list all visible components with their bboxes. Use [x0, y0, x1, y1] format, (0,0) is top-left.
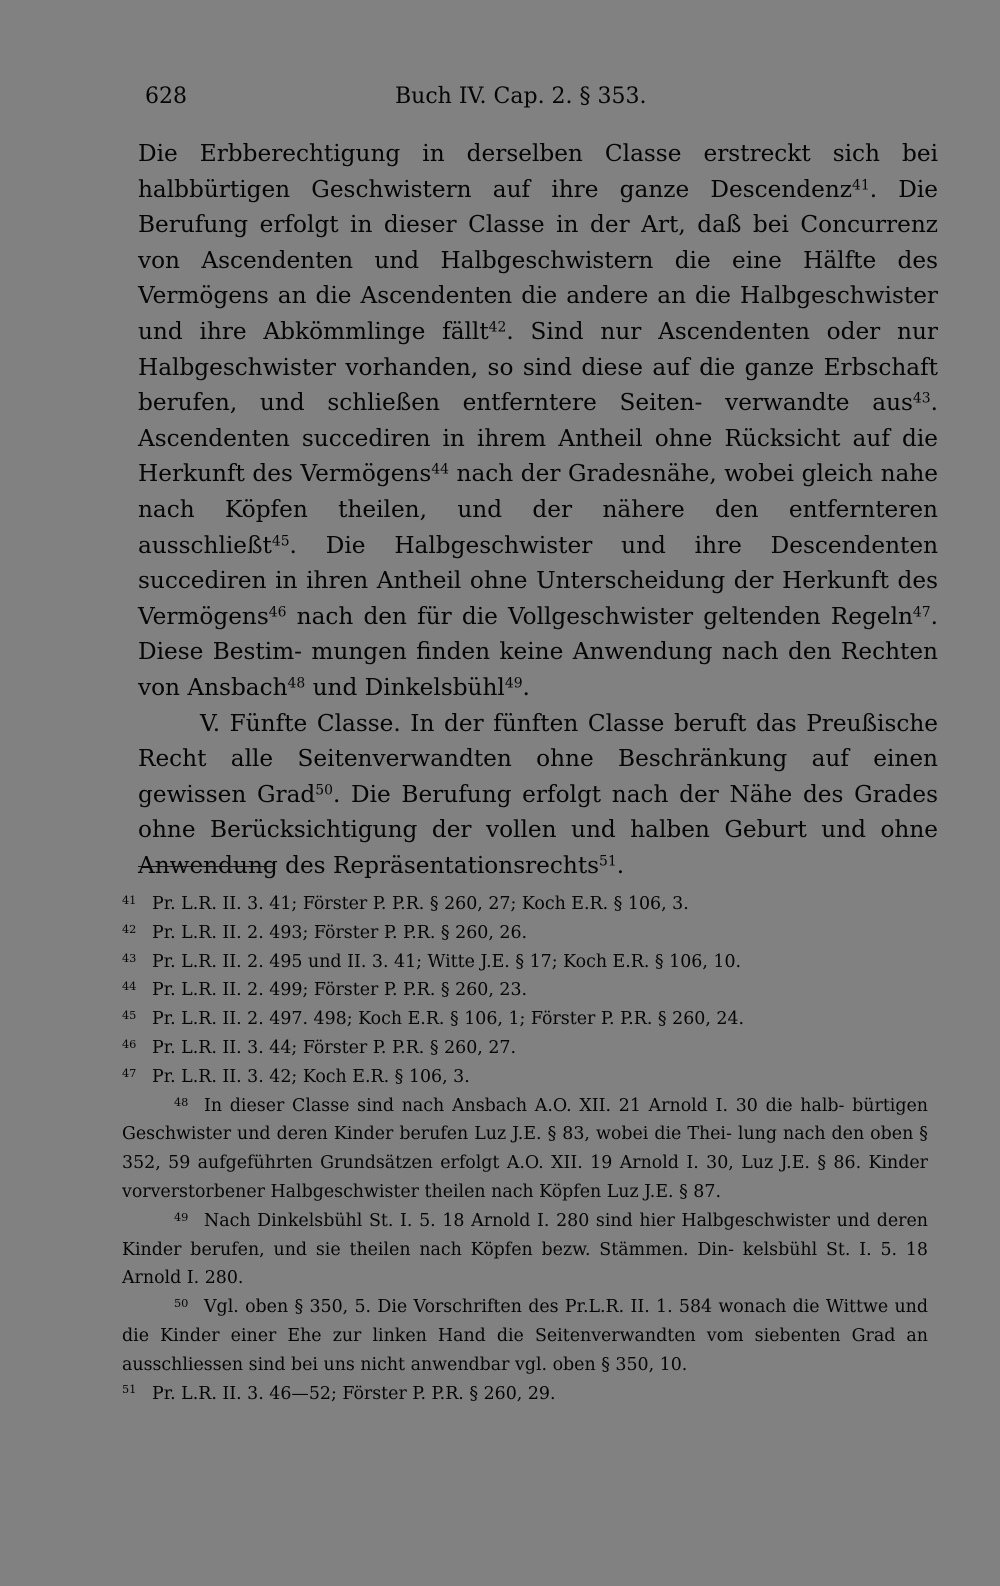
footnote-separator: [138, 866, 273, 867]
text-run: V. Fünfte Classe. In der fünften Classe beruft das Preußische Recht alle Seitenverwandten ohne Beschränkung auf einen gewissen Grad: [138, 709, 938, 808]
paragraph-inheritance-fourth-class: [138, 136, 938, 706]
footnote-50: 50 Vgl. oben § 350, 5. Die Vorschriften des Pr.L.R. II. 1. 584 wonach die Wittwe und die Kinder einer Ehe zur linken Hand die Seitenverwandten vom siebenten Grad an ausschliessen sind bei uns nicht anwendbar vgl. oben § 350, 10.: [122, 1297, 928, 1375]
footnote-ref-50: 50: [315, 782, 333, 799]
page-number: 628: [145, 84, 187, 109]
footnote-text: Pr. L.R. II. 3. 46—52; Förster P. P.R. § 260, 29.: [152, 1383, 556, 1404]
text-run: . Sind nur Ascendenten oder nur Halbgeschwister vorhanden, so sind diese auf die ganze Erbschaft berufen, und schließen entferntere Seiten- verwandte aus: [138, 317, 938, 417]
text-run: . Die Halbgeschwister und ihre Descendenten succediren in ihren Antheil ohne Unterscheidung der Herkunft des Vermögens: [138, 531, 938, 630]
footnote-text: In dieser Classe sind nach Ansbach A.O. XII. 21 Arnold I. 30 die halb- bürtigen Geschwister und deren Kinder berufen Luz J.E. § 83, wobei die Thei- lung nach den oben § 352, 59 aufgeführten Grundsätzen erfolgt A.O. XII. 19 Arnold I. 30, Luz J.E. § 86. Kinder vorverstorbener Halbgeschwister theilen nach Köpfen Luz J.E. § 87.: [122, 1095, 928, 1202]
footnote-text: Pr. L.R. II. 2. 493; Förster P. P.R. § 260, 26.: [152, 922, 528, 943]
footnote-47: 47 Pr. L.R. II. 3. 42; Koch E.R. § 106, 3.: [122, 1066, 470, 1087]
footnote-text: Pr. L.R. II. 2. 497. 498; Koch E.R. § 106, 1; Förster P. P.R. § 260, 24.: [152, 1009, 745, 1030]
text-run: . Diese Bestim- mungen finden keine Anwendung nach den Rechten von Ansbach: [138, 602, 938, 701]
text-run: .: [522, 673, 530, 701]
text-run: nach den für die Vollgeschwister geltenden Regeln: [286, 602, 913, 630]
footnote-41: 41 Pr. L.R. II. 3. 41; Förster P. P.R. § 260, 27; Koch E.R. § 106, 3.: [122, 893, 689, 914]
footnote-49: 49 Nach Dinkelsbühl St. I. 5. 18 Arnold I. 280 sind hier Halbgeschwister und deren Kinder berufen, und sie theilen nach Köpfen bezw. Stämmen. Din- kelsbühl St. I. 5. 18 Arnold I. 280.: [122, 1210, 928, 1289]
footnote-text: Vgl. oben § 350, 5. Die Vorschriften des Pr.L.R. II. 1. 584 wonach die Wittwe und die Kinder einer Ehe zur linken Hand die Seitenverwandten vom siebenten Grad an ausschliessen sind bei uns nicht anwendbar vgl. oben § 350, 10.: [122, 1297, 928, 1375]
text-run: .: [616, 851, 625, 879]
footnote-ref-41: 41: [852, 176, 870, 193]
text-run: . Die Berufung erfolgt nach der Nähe des Grades ohne Berücksichtigung der vollen und halben Geburt und ohne Anwendung des Repräsentationsrechts: [138, 780, 938, 879]
footnote-ref-51: 51: [599, 853, 617, 870]
text-run: Die Erbberechtigung in derselben Classe erstreckt sich bei halbbürtigen Geschwistern auf ihre ganze Descendenz: [138, 140, 938, 203]
text-run: und Dinkelsbühl: [305, 673, 505, 701]
footnote-43: 43 Pr. L.R. II. 2. 495 und II. 3. 41; Witte J.E. § 17; Koch E.R. § 106, 10.: [122, 951, 742, 972]
footnote-ref-49: 49: [504, 675, 523, 692]
text-run: nach der Gradesnähe, wobei gleich nahe nach Köpfen theilen, und der nähere den entfernteren ausschließt: [138, 460, 938, 559]
footnote-ref-45: 45: [271, 532, 290, 549]
footnote-42: 42 Pr. L.R. II. 2. 493; Förster P. P.R. § 260, 26.: [122, 922, 528, 943]
text-run: . Ascendenten succediren in ihrem Antheil ohne Rücksicht auf die Herkunft des Vermögens: [138, 389, 938, 488]
footnote-ref-46: 46: [268, 604, 287, 621]
footnote-ref-44: 44: [431, 461, 449, 478]
footnote-text: Pr. L.R. II. 2. 499; Förster P. P.R. § 260, 23.: [152, 980, 528, 1001]
text-run: . Die Berufung erfolgt in dieser Classe in der Art, daß bei Concurrenz von Ascendenten und Halbgeschwistern die eine Hälfte des Vermögens an die Ascendenten die andere an die Halbgeschwister und ihre Abkömmlinge fällt: [138, 175, 938, 345]
running-title: Buch IV. Cap. 2. § 353.: [395, 84, 647, 109]
footnote-45: 45 Pr. L.R. II. 2. 497. 498; Koch E.R. § 106, 1; Förster P. P.R. § 260, 24.: [122, 1009, 745, 1030]
footnote-text: Nach Dinkelsbühl St. I. 5. 18 Arnold I. 280 sind hier Halbgeschwister und deren Kinder berufen, und sie theilen nach Köpfen bezw. Stämmen. Din- kelsbühl St. I. 5. 18 Arnold I. 280.: [122, 1210, 928, 1289]
footnote-ref-42: 42: [488, 319, 507, 336]
main-text: [138, 136, 938, 883]
footnote-text: Pr. L.R. II. 2. 495 und II. 3. 41; Witte J.E. § 17; Koch E.R. § 106, 10.: [152, 951, 742, 972]
footnotes: [122, 890, 928, 1408]
footnote-text: Pr. L.R. II. 3. 41; Förster P. P.R. § 260, 27; Koch E.R. § 106, 3.: [152, 894, 689, 914]
footnote-46: 46 Pr. L.R. II. 3. 44; Förster P. P.R. § 260, 27.: [122, 1037, 516, 1058]
footnote-51: 51 Pr. L.R. II. 3. 46—52; Förster P. P.R. § 260, 29.: [122, 1383, 556, 1404]
footnote-ref-48: 48: [287, 675, 306, 692]
footnote-text: Pr. L.R. II. 3. 44; Förster P. P.R. § 260, 27.: [152, 1037, 516, 1058]
footnote-ref-47: 47: [912, 604, 931, 621]
footnote-48: 48 In dieser Classe sind nach Ansbach A.O. XII. 21 Arnold I. 30 die halb- bürtigen Geschwister und deren Kinder berufen Luz J.E. § 83, wobei die Thei- lung nach den oben § 352, 59 aufgeführten Grundsätzen erfolgt A.O. XII. 19 Arnold I. 30, Luz J.E. § 86. Kinder vorverstorbener Halbgeschwister theilen nach Köpfen Luz J.E. § 87.: [122, 1095, 928, 1202]
footnote-44: 44 Pr. L.R. II. 2. 499; Förster P. P.R. § 260, 23.: [122, 980, 528, 1001]
paragraph-fifth-class: [138, 706, 938, 884]
running-head: [140, 84, 700, 118]
footnote-text: Pr. L.R. II. 3. 42; Koch E.R. § 106, 3.: [152, 1066, 470, 1087]
footnote-ref-43: 43: [912, 390, 931, 407]
